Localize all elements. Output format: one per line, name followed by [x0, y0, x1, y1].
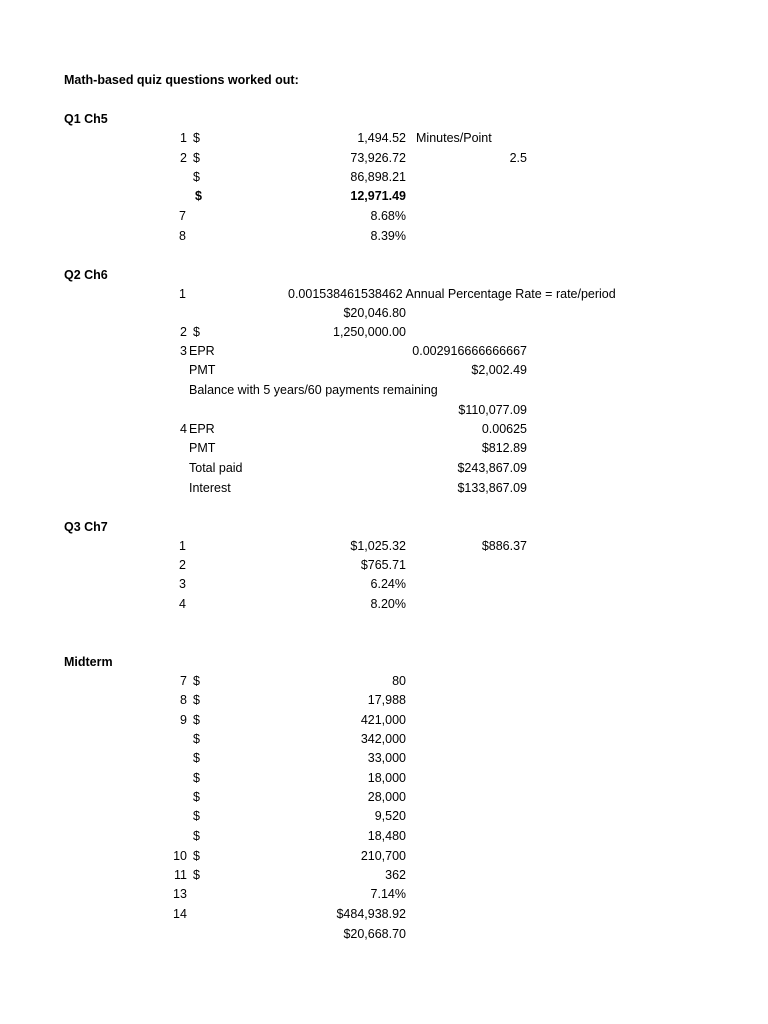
- row-number: 1: [179, 287, 186, 301]
- cell-value: 210,700: [360, 849, 406, 863]
- cell-value: 1,250,000.00: [333, 325, 406, 339]
- dollar-sign: $: [193, 751, 200, 765]
- dollar-sign: $: [193, 674, 200, 688]
- dollar-sign: $: [193, 868, 200, 882]
- dollar-sign: $: [193, 771, 200, 785]
- section-heading-q3: Q3 Ch7: [64, 520, 108, 534]
- cell-note: 2 Annual Percentage Rate = rate/period: [395, 287, 616, 301]
- cell-value: 28,000: [367, 790, 406, 804]
- cell-value: 421,000: [360, 713, 406, 727]
- row-number: 11: [174, 868, 187, 882]
- dollar-sign: $: [193, 325, 200, 339]
- row-number: 1: [179, 539, 186, 553]
- row-number: 9: [180, 713, 187, 727]
- dollar-sign: $: [193, 131, 200, 145]
- row-number: 4: [179, 597, 186, 611]
- cell-value: 86,898.21: [350, 170, 406, 184]
- row-number: 3: [179, 577, 186, 591]
- row-number: 7: [180, 674, 187, 688]
- row-number: 8: [180, 693, 187, 707]
- dollar-sign: $: [193, 732, 200, 746]
- cell-value-part: 0.00153846153846: [288, 287, 396, 301]
- row-number: 1: [180, 131, 187, 145]
- row-label: Interest: [189, 481, 231, 495]
- dollar-sign: $: [193, 790, 200, 804]
- cell-value: $765.71: [360, 558, 406, 572]
- cell-value: $20,046.80: [343, 306, 406, 320]
- cell-value: $812.89: [481, 441, 527, 455]
- section-heading-q2: Q2 Ch6: [64, 268, 108, 282]
- cell-value: 0.00625: [481, 422, 527, 436]
- row-number: 2: [180, 325, 187, 339]
- row-number: 10: [173, 849, 187, 863]
- cell-value: 342,000: [360, 732, 406, 746]
- cell-value: 18,480: [367, 829, 406, 843]
- cell-extra: 2.5: [509, 151, 527, 165]
- row-label: EPR: [189, 344, 215, 358]
- cell-value: 8.20%: [370, 597, 406, 611]
- row-number: 2: [179, 558, 186, 572]
- cell-value: $1,025.32: [350, 539, 406, 553]
- cell-value: $243,867.09: [457, 461, 527, 475]
- row-number: 8: [179, 229, 186, 243]
- cell-value: 9,520: [374, 809, 406, 823]
- cell-value: 17,988: [367, 693, 406, 707]
- cell-value: $133,867.09: [457, 481, 527, 495]
- dollar-sign: $: [193, 170, 200, 184]
- cell-value: 33,000: [367, 751, 406, 765]
- row-number: 4: [180, 422, 187, 436]
- dollar-sign: $: [193, 693, 200, 707]
- cell-value: $110,077.09: [458, 403, 527, 417]
- row-number: 7: [179, 209, 186, 223]
- cell-value: $2,002.49: [471, 363, 527, 377]
- cell-value: 18,000: [367, 771, 406, 785]
- row-label: PMT: [189, 441, 216, 455]
- cell-value: 80: [392, 674, 406, 688]
- dollar-sign: $: [193, 829, 200, 843]
- cell-value: $20,668.70: [343, 927, 406, 941]
- cell-value: 1,494.52: [357, 131, 406, 145]
- cell-value: 6.24%: [370, 577, 406, 591]
- cell-value: [288, 286, 616, 302]
- row-number: 3: [180, 344, 187, 358]
- dollar-sign: $: [193, 849, 200, 863]
- cell-value: 73,926.72: [350, 151, 406, 165]
- dollar-sign: $: [193, 151, 200, 165]
- page-title: Math-based quiz questions worked out:: [64, 73, 299, 87]
- row-label: PMT: [189, 363, 216, 377]
- row-label: Balance with 5 years/60 payments remaining: [189, 383, 438, 397]
- cell-value: 7.14%: [370, 887, 406, 901]
- cell-value: 362: [385, 868, 406, 882]
- section-heading-q1: Q1 Ch5: [64, 112, 108, 126]
- row-number: 2: [180, 151, 187, 165]
- row-number: 14: [173, 907, 187, 921]
- row-label: Total paid: [189, 461, 243, 475]
- cell-value: 8.68%: [370, 209, 406, 223]
- cell-note: Minutes/Point: [416, 131, 492, 145]
- cell-value: $484,938.92: [336, 907, 406, 921]
- row-number: 13: [173, 887, 187, 901]
- dollar-sign: $: [193, 809, 200, 823]
- cell-value: 0.002916666666667: [412, 344, 527, 358]
- dollar-sign: $: [195, 189, 202, 203]
- row-label: EPR: [189, 422, 215, 436]
- cell-value: 12,971.49: [350, 189, 406, 203]
- cell-extra: $886.37: [481, 539, 527, 553]
- dollar-sign: $: [193, 713, 200, 727]
- cell-value: 8.39%: [370, 229, 406, 243]
- section-heading-midterm: Midterm: [64, 655, 113, 669]
